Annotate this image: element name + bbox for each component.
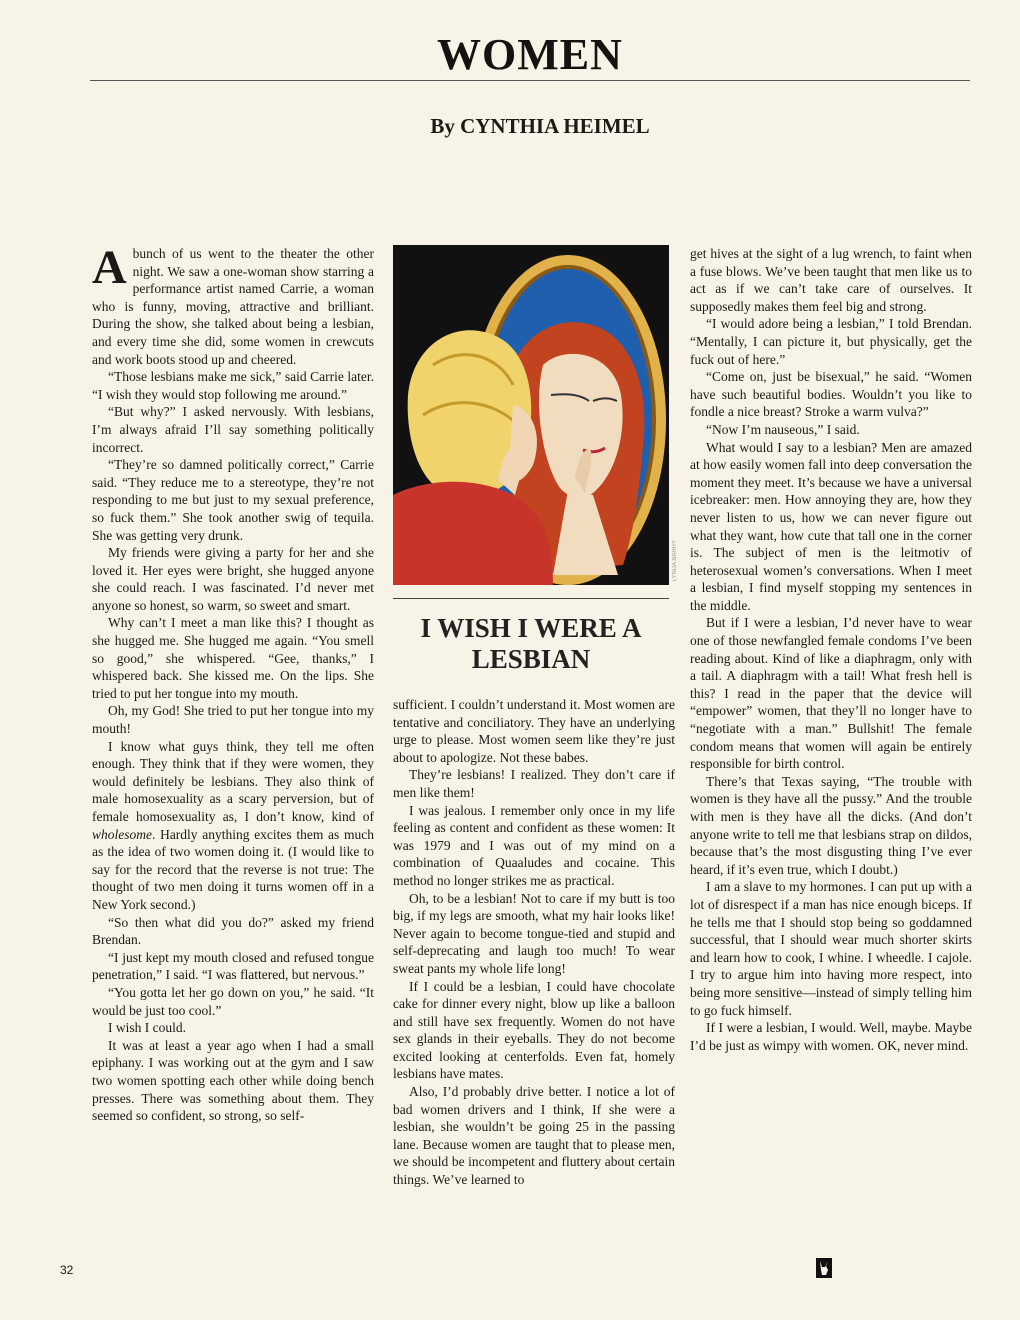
paragraph: Oh, to be a lesbian! Not to care if my butt is too big, if my legs are smooth, what my hair looks like! Never again to become tongue-tied and stupid and self-deprecating and laugh too much! To wear sweat pants my whole life long! (393, 890, 675, 976)
article-column-3 (690, 245, 972, 1054)
paragraph: “I just kept my mouth closed and refused tongue penetration,” I said. “I was flattered, but nervous.” (92, 949, 374, 983)
title-rule (90, 80, 970, 81)
paragraph: “But why?” I asked nervously. With lesbians, I’m always afraid I’ll say something politically incorrect. (92, 404, 374, 455)
paragraph (92, 738, 374, 914)
headline-rule (393, 598, 669, 599)
paragraph-text: I know what guys think, they tell me often enough. They think that if they were women, they would definitely be lesbians. They also think of male homosexuality as a scary perversion, but of female homosexuality as, I don’t know, kind of (92, 738, 374, 824)
paragraph: get hives at the sight of a lug wrench, to faint when a fuse blows. We’ve been taught that men like us to act as if we can’t take care of ourselves. It supposedly makes them feel big and strong. (690, 246, 972, 314)
paragraph: Why can’t I meet a man like this? I thought as she hugged me. She hugged me again. “You smell so good,” she whispered. “Gee, thanks,” I whispered back. She kissed me. On the lips. She tried to put her tongue into my mouth. (92, 615, 374, 701)
paragraph (92, 241, 374, 368)
paragraph: There’s that Texas saying, “The trouble with women is they have all the pussy.” And the trouble with men is they have all the dicks. (And don’t anyone write to tell me that lesbians strap on dildos, because that’s the most disgusting thing I’ve ever heard, if it’s even true, which I doubt.) (690, 773, 972, 877)
byline: By CYNTHIA HEIMEL (430, 114, 650, 138)
article-column-1 (92, 241, 374, 1125)
paragraph: Oh, my God! She tried to put her tongue into my mouth! (92, 703, 374, 737)
article-column-2 (393, 696, 675, 1189)
illustration-credit: LYNDA BARRY (672, 540, 678, 582)
bunny-logo-icon (816, 1258, 832, 1278)
paragraph: I am a slave to my hormones. I can put up with a lot of disrespect if a man has nice enough biceps. If he tells me that I should stop being so goddamned successful, that I should wear much shorter skirts and learn how to cook, I whine. I wheedle. I cajole. I try to argue him into having more respect, into being more sensitive—instead of simply telling him to go fuck himself. (690, 879, 972, 1018)
paragraph: What would I say to a lesbian? Men are amazed at how easily women fall into deep conversation the moment they meet. It’s because we have a universal icebreaker: men. How annoying they are, how they never listen to us, how we can never figure out what they want, how cute that tall one in the corner is. The subject of men is the leitmotiv of heterosexual women’s conversations. When I meet a lesbian, I find myself stopping my sentences in the middle. (690, 439, 972, 613)
paragraph: They’re lesbians! I realized. They don’t care if men like them! (393, 767, 675, 800)
paragraph-text: . Hardly anything excites them as much as the idea of two women doing it. (I would like to say for the record that the reverse is not true: The thought of two men doing it turns women off in a New York second.) (92, 826, 374, 912)
paragraph: It was at least a year ago when I had a small epiphany. I was working out at the gym and I saw two women spotting each other while doing bench presses. There was something about them. They seemed so confident, so strong, so self- (92, 1037, 374, 1124)
section-title: WOMEN (437, 30, 623, 79)
mirror-illustration (393, 245, 669, 585)
paragraph: But if I were a lesbian, I’d never have to wear one of those newfangled female condoms I’ve been reading about. Kind of like a diaphragm, only with a tail. A diaphragm with a tail! What fresh hell is this? I read in the paper that the device will “empower” women, that they’ll no longer have to “negotiate with a man.” Bullshit! The female condom means that women will again be entirely responsible for birth control. (690, 615, 972, 772)
paragraph: “Come on, just be bisexual,” he said. “Women have such beautiful bodies. Wouldn’t you like to fondle a nice breast? Stroke a warm vulva?” (690, 369, 972, 420)
paragraph-text: bunch of us went to the theater the other night. We saw a one-woman show starring a performance artist named Carrie, a woman who is funny, moving, attractive and brilliant. During the show, she talked about being a lesbian, and every time she did, some women in crewcuts and work boots stood up and cheered. (92, 246, 374, 367)
paragraph: “So then what did you do?” asked my friend Brendan. (92, 914, 374, 948)
paragraph: I wish I could. (108, 1020, 186, 1036)
article-headline: I WISH I WERE A LESBIAN (420, 613, 642, 674)
paragraph: My friends were giving a party for her and she loved it. Her eyes were bright, she hugged anyone she could reach. I was fascinated. I’d never met anyone so honest, so warm, so sweet and smart. (92, 545, 374, 613)
paragraph: If I were a lesbian, I would. Well, maybe. Maybe I’d be just as wimpy with women. OK, never mind. (690, 1020, 972, 1053)
paragraph: “I would adore being a lesbian,” I told Brendan. “Mentally, I can picture it, but physically, get the fuck out of here.” (690, 316, 972, 367)
end-mark-bunny-icon (816, 1258, 832, 1278)
paragraph: sufficient. I couldn’t understand it. Most women are tentative and conciliatory. They have an underlying urge to please. Most women seem like they’re just about to apologize. Not these babes. (393, 697, 675, 765)
paragraph: If I could be a lesbian, I could have chocolate cake for dinner every night, blow up like a balloon and still have sex frequently. Women do not have sex glands in their eyeballs. They do not become excited looking at centerfolds. Even fat, homely lesbians have mates. (393, 978, 675, 1082)
paragraph: Also, I’d probably drive better. I notice a lot of bad women drivers and I think, If she were a lesbian, she wouldn’t be going 25 in the passing lane. Because women are taught that to please men, we should be incompetent and fluttery about certain things. We’ve learned to (393, 1084, 675, 1188)
emphasis-text: wholesome (92, 826, 152, 842)
drop-cap: A (92, 241, 127, 294)
paragraph: “Those lesbians make me sick,” said Carrie later. “I wish they would stop following me around.” (92, 369, 374, 402)
paragraph: “Now I’m nauseous,” I said. (706, 421, 860, 437)
paragraph: “They’re so damned politically correct,” Carrie said. “They reduce me to a stereotype, they’re not responding to me but just to my sexual preference, so fuck them.” She took another swig of tequila. She was getting very drunk. (92, 457, 374, 543)
paragraph: “You gotta let her go down on you,” he said. “It would be just too cool.” (92, 984, 374, 1018)
paragraph: I was jealous. I remember only once in my life feeling as content and confident as these women: It was 1979 and I was out of my mind on a combination of Quaaludes and cocaine. This method no longer strikes me as practical. (393, 802, 675, 888)
page-number: 32 (60, 1263, 74, 1277)
